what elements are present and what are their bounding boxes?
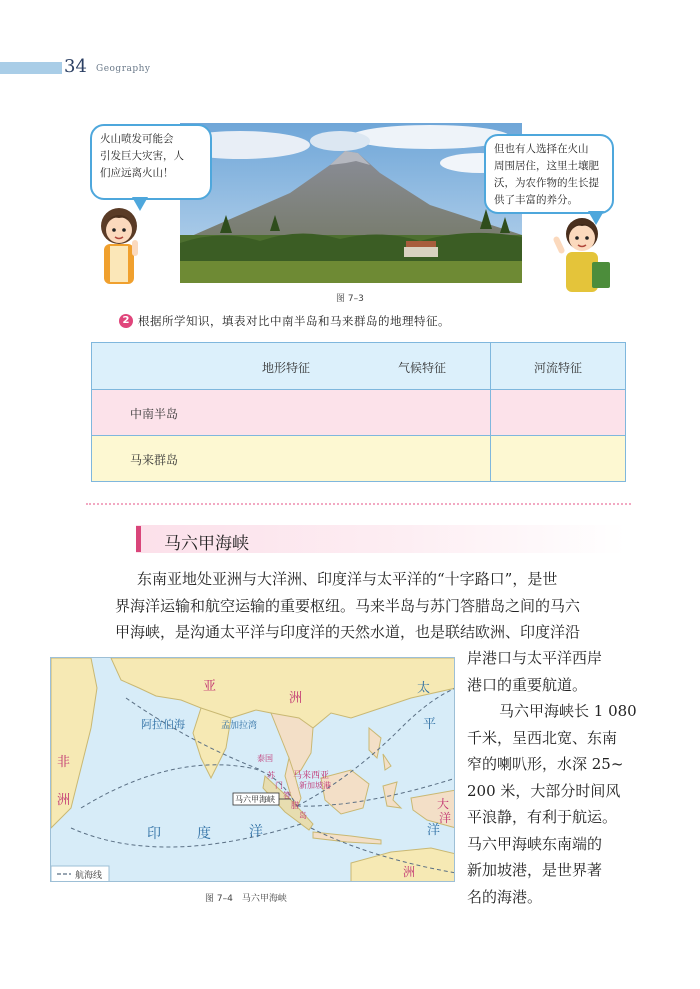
volcano-photo [180,123,522,283]
text-line: 平浪静，有利于航运。 [467,808,618,826]
map-label-asia: 洲 [289,691,303,706]
header-river: 河流特征 [534,361,583,375]
map-label-sumatra: 岛 [299,811,307,820]
text-line: 新加坡港，是世界著 [467,861,603,879]
girl-speech-bubble [90,124,212,200]
map-label-indian-ocean: 洋 [249,824,263,840]
side-paragraph-continued [467,645,635,698]
bubble-line: 们应远离火山！ [100,167,174,179]
text-line: 200 米，大部分时间风 [467,781,621,800]
comparison-table [91,342,626,482]
text-line: 港口的重要航道。 [467,675,588,694]
map-label-pacific: 太 [417,681,431,696]
question-text: 根据所学知识，填表对比中南半岛和马来群岛的地理特征。 [138,314,450,328]
text-line: 甲海峡，是沟通太平洋与印度洋的天然水道，也是联结欧洲、印度洋沿 [115,623,581,641]
map-label-pacific: 洋 [427,823,441,838]
map-label-oceania: 洲 [403,865,416,879]
table-divider [92,389,625,390]
header-climate: 气候特征 [398,361,447,375]
malacca-strait-map [50,657,455,882]
boy-speech-bubble [484,134,614,214]
header-subject: Geography [96,64,151,74]
map-label-indian-ocean: 印 [147,826,161,842]
text-line: 岸港口与太平洋西岸 [467,649,603,667]
boy-illustration [552,206,614,302]
bubble-line: 引发巨大灾害，人 [100,150,184,162]
text-line: 名的海港。 [467,887,543,906]
text-line: 界海洋运输和航空运输的重要枢纽。马来半岛与苏门答腊岛之间的马六 [115,596,581,615]
figure-7-3-caption: 图 7–3 [336,294,364,304]
map-label-arabian-sea: 阿拉伯海 [141,718,185,731]
bubble-line: 火山喷发可能会 [100,133,174,145]
table-divider [490,343,491,481]
bubble-line: 沃，为农作物的生长提 [494,177,599,189]
map-label-oceania: 洋 [439,811,452,825]
map-label-malaysia: 马来西亚 [293,771,330,781]
bubble-line: 周围居住，这里土壤肥 [494,160,599,172]
map-legend-label: 航海线 [75,871,103,881]
map-label-sumatra: 门 [275,781,283,790]
row-label-malay-archipelago: 马来群岛 [130,453,179,467]
map-label-sumatra: 答 [283,791,291,800]
map-label-sumatra: 苏 [267,771,275,780]
map-label-asia: 亚 [203,679,217,694]
page-number: 34 [64,56,87,77]
section-heading-accent [136,526,141,552]
map-label-bay-of-bengal: 孟加拉湾 [221,721,258,731]
girl-illustration [92,200,146,292]
map-label-singapore: 新加坡港 [299,781,331,790]
section-title: 马六甲海峡 [164,534,249,554]
map-label-pacific: 平 [423,717,437,732]
map-label-africa: 非 [57,755,71,770]
bubble-line: 供了丰富的养分。 [494,194,578,206]
map-label-sumatra: 腊 [291,801,299,810]
dotted-divider [86,503,631,505]
map-label-indian-ocean: 度 [197,826,211,842]
text-line: 马六甲海峡东南端的 [467,834,603,853]
header-terrain: 地形特征 [262,361,311,375]
bubble-line: 但也有人选择在火山 [494,143,589,155]
map-label-thailand: 泰国 [257,754,273,763]
text-line: 马六甲海峡长 1 080 [499,702,637,720]
body-paragraph [115,566,627,646]
question-number-badge: 2 [119,314,133,328]
row-label-indochina: 中南半岛 [130,407,179,421]
map-label-africa: 洲 [57,793,71,808]
header-band [0,62,62,74]
text-line: 东南亚地处亚洲与大洋洲、印度洋与太平洋的“十字路口”，是世 [137,570,558,588]
figure-7-4-caption: 图 7–4 马六甲海峡 [205,894,287,904]
text-line: 窄的喇叭形，水深 25~ [467,755,624,773]
map-label-oceania: 大 [437,797,450,811]
table-divider [92,435,625,436]
map-label-malacca-strait: 马六甲海峡 [235,795,275,804]
side-paragraph [467,698,635,910]
text-line: 千米，呈西北宽、东南 [467,728,618,747]
